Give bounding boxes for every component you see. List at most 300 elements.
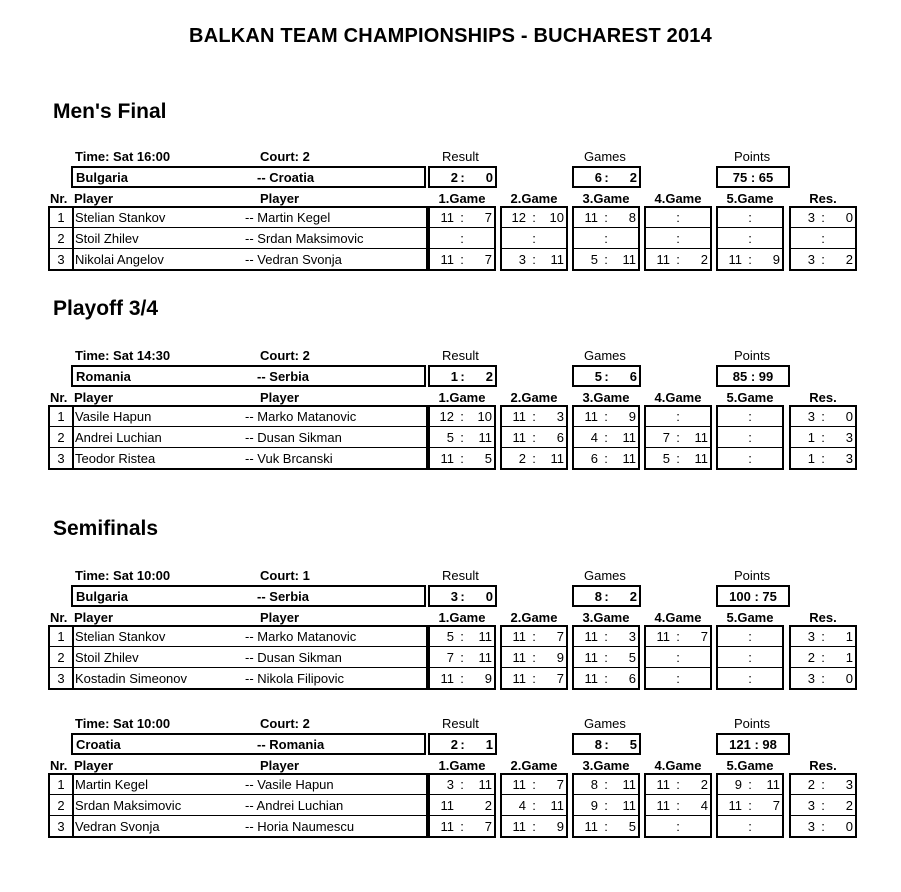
row-divider <box>646 248 710 249</box>
column-header-g2: 2.Game <box>510 390 558 405</box>
score-separator: : <box>748 629 752 644</box>
score-away: 8 <box>628 210 636 225</box>
row-divider <box>430 426 494 427</box>
game-score <box>716 409 784 425</box>
points-label: Points <box>734 149 771 164</box>
game-score <box>428 252 496 268</box>
row-divider <box>718 667 782 668</box>
result-home: 1 <box>807 430 815 445</box>
game-score <box>572 409 640 425</box>
points-box <box>716 166 790 188</box>
row-number: 2 <box>57 798 65 813</box>
team-away: -- Serbia <box>257 369 310 384</box>
game-score <box>428 629 496 645</box>
score-separator: : <box>532 409 536 424</box>
column-header-g4: 4.Game <box>654 191 702 206</box>
row-divider <box>718 227 782 228</box>
player-home: Stoil Zhilev <box>75 650 139 665</box>
row-number: 1 <box>57 629 65 644</box>
team-home: Croatia <box>76 737 121 752</box>
score-separator: : <box>460 231 464 246</box>
game-score <box>644 650 712 666</box>
score-away: 2 <box>700 777 708 792</box>
score-separator: : <box>460 369 465 384</box>
games-label: Games <box>584 568 626 583</box>
score-separator: : <box>604 231 608 246</box>
row-number: 3 <box>57 671 65 686</box>
player-away: -- Marko Matanovic <box>245 629 357 644</box>
score-separator: : <box>748 252 752 267</box>
row-divider <box>502 248 566 249</box>
player-home: Andrei Luchian <box>75 430 162 445</box>
column-header-g3: 3.Game <box>582 610 630 625</box>
score-home: 11 <box>584 671 598 686</box>
game-score <box>428 671 496 687</box>
score-separator: : <box>532 777 536 792</box>
row-result <box>789 252 857 268</box>
score-separator: : <box>604 170 609 185</box>
game-score <box>428 650 496 666</box>
games-away: 2 <box>629 170 637 185</box>
column-header-player: Player <box>74 610 114 625</box>
column-header-res: Res. <box>809 390 837 405</box>
game-score <box>500 629 568 645</box>
row-divider <box>50 815 72 816</box>
score-separator: : <box>676 451 680 466</box>
game-score <box>500 671 568 687</box>
score-separator: : <box>821 819 825 834</box>
row-divider <box>430 667 494 668</box>
game-score <box>644 252 712 268</box>
score-home: 3 <box>446 777 454 792</box>
score-separator: : <box>676 777 680 792</box>
score-home: 12 <box>511 210 526 225</box>
game-score <box>716 231 784 247</box>
row-divider <box>502 646 566 647</box>
section-title-semifinals: Semifinals <box>53 517 159 540</box>
row-divider <box>574 248 638 249</box>
result-away: 0 <box>845 409 853 424</box>
row-number: 2 <box>57 430 65 445</box>
game-score <box>572 451 640 467</box>
row-divider <box>718 426 782 427</box>
result-home: 3 <box>807 629 815 644</box>
row-divider <box>718 646 782 647</box>
row-number: 1 <box>57 409 65 424</box>
row-divider <box>430 815 494 816</box>
score-away: 2 <box>484 798 492 813</box>
match-time: Time: Sat 10:00 <box>75 716 171 731</box>
row-divider <box>74 794 426 795</box>
result-away: 1 <box>845 650 853 665</box>
score-away: 5 <box>484 451 492 466</box>
score-separator: : <box>821 451 825 466</box>
score-away: 7 <box>700 629 708 644</box>
result-away: 2 <box>485 369 493 384</box>
games-box <box>572 585 641 607</box>
score-home: 2 <box>518 451 526 466</box>
match-court: Court: 2 <box>260 716 310 731</box>
game-score <box>500 252 568 268</box>
row-result <box>789 798 857 814</box>
row-divider <box>502 447 566 448</box>
column-header-res: Res. <box>809 610 837 625</box>
row-number: 3 <box>57 252 65 267</box>
game-score <box>716 210 784 226</box>
result-box <box>428 365 497 387</box>
row-divider <box>646 227 710 228</box>
column-header-g2: 2.Game <box>510 758 558 773</box>
result-away: 3 <box>845 451 853 466</box>
column-header-g5: 5.Game <box>726 390 774 405</box>
row-result <box>789 777 857 793</box>
result-home: 3 <box>450 589 458 604</box>
score-home: 9 <box>590 798 598 813</box>
score-separator: : <box>604 629 608 644</box>
player-home: Kostadin Simeonov <box>75 671 188 686</box>
team-home: Bulgaria <box>76 170 129 185</box>
score-separator: : <box>532 629 536 644</box>
game-score <box>572 231 640 247</box>
game-score <box>428 777 496 793</box>
result-label: Result <box>442 348 479 363</box>
games-box <box>572 733 641 755</box>
score-separator: : <box>604 430 608 445</box>
score-home: 11 <box>440 798 454 813</box>
points-label: Points <box>734 716 771 731</box>
score-separator: : <box>821 671 825 686</box>
game-score <box>572 671 640 687</box>
row-divider <box>791 794 855 795</box>
row-number: 2 <box>57 231 65 246</box>
score-home: 11 <box>728 252 742 267</box>
game-score <box>644 409 712 425</box>
column-header-player: Player <box>260 758 300 773</box>
game-score <box>428 210 496 226</box>
row-divider <box>430 227 494 228</box>
row-result <box>789 650 857 666</box>
column-header-g2: 2.Game <box>510 191 558 206</box>
score-separator: : <box>676 231 680 246</box>
score-separator: : <box>460 451 464 466</box>
row-divider <box>718 447 782 448</box>
score-away: 6 <box>628 671 636 686</box>
row-result <box>789 210 857 226</box>
score-separator: : <box>604 650 608 665</box>
score-separator: : <box>676 252 680 267</box>
score-home: 3 <box>518 252 526 267</box>
row-divider <box>574 815 638 816</box>
game-score <box>716 671 784 687</box>
score-separator: : <box>604 798 608 813</box>
game-score <box>644 798 712 814</box>
player-home: Stoil Zhilev <box>75 231 139 246</box>
result-away: 2 <box>845 252 853 267</box>
teams-box <box>71 166 426 188</box>
score-separator: : <box>532 819 536 834</box>
score-separator: : <box>604 369 609 384</box>
player-away: -- Horia Naumescu <box>245 819 355 834</box>
game-score <box>572 798 640 814</box>
result-home: 2 <box>807 777 815 792</box>
score-away: 5 <box>628 650 636 665</box>
row-divider <box>50 646 72 647</box>
row-result <box>789 451 857 467</box>
score-separator: : <box>460 589 465 604</box>
score-away: 11 <box>694 430 708 445</box>
row-divider <box>791 646 855 647</box>
match-time: Time: Sat 16:00 <box>75 149 171 164</box>
team-away: -- Croatia <box>257 170 315 185</box>
column-header-player: Player <box>260 610 300 625</box>
team-home: Romania <box>76 369 131 384</box>
row-divider <box>502 227 566 228</box>
game-score <box>644 777 712 793</box>
row-divider <box>646 447 710 448</box>
game-score <box>644 629 712 645</box>
points-label: Points <box>734 348 771 363</box>
game-score <box>428 430 496 446</box>
score-away: 9 <box>628 409 636 424</box>
game-score <box>572 210 640 226</box>
game-score <box>572 252 640 268</box>
games-home: 6 <box>594 170 602 185</box>
score-away: 3 <box>628 629 636 644</box>
score-separator: : <box>460 650 464 665</box>
teams-box <box>71 585 426 607</box>
score-separator: : <box>821 650 825 665</box>
column-header-res: Res. <box>809 758 837 773</box>
column-header-g1: 1.Game <box>438 191 486 206</box>
column-header-nr: Nr. <box>50 610 68 625</box>
column-header-g5: 5.Game <box>726 758 774 773</box>
player-away: -- Nikola Filipovic <box>245 671 344 686</box>
score-away: 11 <box>622 430 636 445</box>
score-separator: : <box>676 819 680 834</box>
match-block <box>48 149 858 277</box>
score-separator: : <box>821 231 825 246</box>
score-away: 11 <box>478 430 492 445</box>
column-header-g3: 3.Game <box>582 191 630 206</box>
section-title-playoff: Playoff 3/4 <box>53 297 159 320</box>
score-separator: : <box>676 430 680 445</box>
score-separator: : <box>748 430 752 445</box>
row-number: 1 <box>57 777 65 792</box>
row-divider <box>791 815 855 816</box>
score-home: 11 <box>440 671 454 686</box>
player-away: -- Srdan Maksimovic <box>245 231 364 246</box>
column-header-nr: Nr. <box>50 758 68 773</box>
game-score <box>716 430 784 446</box>
result-box <box>428 166 497 188</box>
row-divider <box>50 667 72 668</box>
score-home: 11 <box>584 210 598 225</box>
score-home: 11 <box>512 430 526 445</box>
score-home: 11 <box>656 252 670 267</box>
points-box <box>716 365 790 387</box>
score-home: 5 <box>590 252 598 267</box>
score-away: 7 <box>556 777 564 792</box>
row-divider <box>791 227 855 228</box>
points-box <box>716 733 790 755</box>
score-separator: : <box>532 671 536 686</box>
player-away: -- Vuk Brcanski <box>245 451 333 466</box>
result-away: 0 <box>485 170 493 185</box>
game-score <box>716 650 784 666</box>
column-header-g3: 3.Game <box>582 390 630 405</box>
column-header-player: Player <box>260 191 300 206</box>
row-divider <box>50 227 72 228</box>
row-divider <box>50 426 72 427</box>
score-home: 4 <box>590 430 598 445</box>
game-score <box>716 819 784 835</box>
score-separator: : <box>604 409 608 424</box>
result-home: 3 <box>807 409 815 424</box>
score-separator: : <box>748 210 752 225</box>
game-score <box>716 629 784 645</box>
game-score <box>500 819 568 835</box>
row-divider <box>74 248 426 249</box>
games-box <box>572 365 641 387</box>
game-score <box>572 629 640 645</box>
score-separator: : <box>532 451 536 466</box>
score-away: 3 <box>556 409 564 424</box>
result-label: Result <box>442 716 479 731</box>
score-away: 11 <box>622 252 636 267</box>
column-header-player: Player <box>74 390 114 405</box>
result-home: 3 <box>807 798 815 813</box>
game-score <box>644 671 712 687</box>
score-separator: : <box>676 210 680 225</box>
score-home: 11 <box>656 798 670 813</box>
column-header-g4: 4.Game <box>654 758 702 773</box>
score-home: 11 <box>440 451 454 466</box>
team-home: Bulgaria <box>76 589 129 604</box>
score-away: 9 <box>772 252 780 267</box>
match-block <box>48 348 858 476</box>
score-home: 11 <box>584 629 598 644</box>
score-home: 11 <box>512 777 526 792</box>
result-home: 2 <box>807 650 815 665</box>
games-label: Games <box>584 149 626 164</box>
game-score <box>428 451 496 467</box>
score-separator: : <box>460 819 464 834</box>
score-home: 11 <box>512 819 526 834</box>
match-court: Court: 2 <box>260 149 310 164</box>
result-away: 3 <box>845 430 853 445</box>
score-separator: : <box>460 170 465 185</box>
score-separator: : <box>748 451 752 466</box>
score-home: 11 <box>440 210 454 225</box>
player-home: Stelian Stankov <box>75 210 166 225</box>
section-title-mens-final: Men's Final <box>53 100 167 123</box>
result-home: 3 <box>807 210 815 225</box>
player-home: Vasile Hapun <box>75 409 152 424</box>
score-home: 11 <box>512 671 526 686</box>
row-divider <box>502 426 566 427</box>
score-home: 11 <box>584 819 598 834</box>
column-header-g5: 5.Game <box>726 610 774 625</box>
score-home: 5 <box>446 430 454 445</box>
score-home: 11 <box>584 650 598 665</box>
result-home: 3 <box>807 671 815 686</box>
match-court: Court: 2 <box>260 348 310 363</box>
row-result <box>789 430 857 446</box>
score-home: 6 <box>590 451 598 466</box>
games-home: 8 <box>594 589 602 604</box>
score-away: 7 <box>484 252 492 267</box>
row-divider <box>574 426 638 427</box>
column-header-g1: 1.Game <box>438 610 486 625</box>
match-time: Time: Sat 10:00 <box>75 568 171 583</box>
score-away: 7 <box>556 629 564 644</box>
game-score <box>428 409 496 425</box>
row-divider <box>50 794 72 795</box>
score-separator: : <box>604 589 609 604</box>
score-separator: : <box>532 650 536 665</box>
result-home: 1 <box>450 369 458 384</box>
score-separator: : <box>460 430 464 445</box>
score-away: 11 <box>478 629 492 644</box>
column-header-player: Player <box>74 191 114 206</box>
result-home: 1 <box>807 451 815 466</box>
game-score <box>500 650 568 666</box>
match-block <box>48 568 858 696</box>
score-home: 11 <box>440 252 454 267</box>
player-home: Stelian Stankov <box>75 629 166 644</box>
score-separator: : <box>676 409 680 424</box>
score-home: 9 <box>734 777 742 792</box>
result-away: 2 <box>845 798 853 813</box>
score-separator: : <box>821 409 825 424</box>
score-away: 7 <box>484 819 492 834</box>
result-home: 3 <box>807 252 815 267</box>
player-away: -- Vedran Svonja <box>245 252 342 267</box>
score-away: 6 <box>556 430 564 445</box>
score-separator: : <box>748 231 752 246</box>
score-separator: : <box>532 430 536 445</box>
game-score <box>428 231 496 247</box>
game-score <box>716 252 784 268</box>
game-score <box>500 231 568 247</box>
game-score <box>644 430 712 446</box>
result-label: Result <box>442 568 479 583</box>
row-divider <box>646 426 710 427</box>
score-separator: : <box>821 798 825 813</box>
row-divider <box>791 248 855 249</box>
game-score <box>716 798 784 814</box>
game-score <box>428 819 496 835</box>
row-divider <box>646 667 710 668</box>
score-home: 11 <box>440 819 454 834</box>
score-separator: : <box>748 798 752 813</box>
score-away: 11 <box>766 777 780 792</box>
score-separator: : <box>676 650 680 665</box>
score-separator: : <box>604 737 609 752</box>
score-away: 7 <box>556 671 564 686</box>
score-home: 11 <box>656 777 670 792</box>
score-away: 5 <box>628 819 636 834</box>
score-separator: : <box>748 409 752 424</box>
points-box <box>716 585 790 607</box>
row-number: 3 <box>57 451 65 466</box>
result-box <box>428 733 497 755</box>
team-away: -- Romania <box>257 737 325 752</box>
row-divider <box>430 447 494 448</box>
row-result <box>789 629 857 645</box>
points-value: 121 : 98 <box>729 737 777 752</box>
games-home: 8 <box>594 737 602 752</box>
